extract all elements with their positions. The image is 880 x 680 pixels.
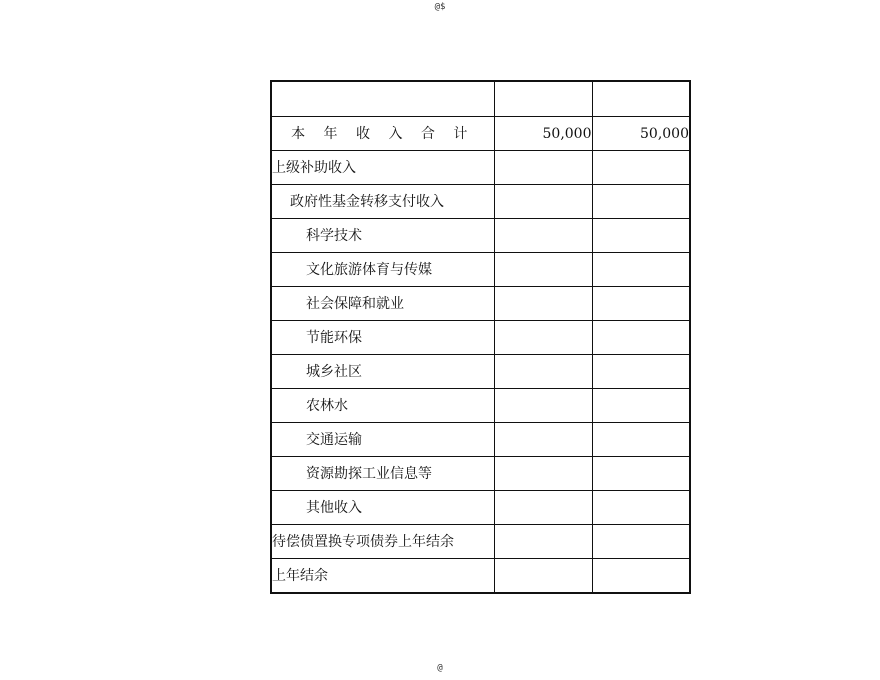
- table-row: [271, 253, 690, 287]
- total-value-1: 50,000: [494, 117, 592, 151]
- row-value-1: [494, 253, 592, 287]
- table-row: [271, 559, 690, 594]
- row-label: 城乡社区: [271, 355, 494, 389]
- table-row: [271, 355, 690, 389]
- row-value-2: [592, 491, 690, 525]
- row-value-1: [494, 559, 592, 594]
- total-row: [271, 117, 690, 151]
- row-value-1: [494, 491, 592, 525]
- row-value-2: [592, 525, 690, 559]
- revenue-table: [270, 80, 691, 594]
- row-label: 农林水: [271, 389, 494, 423]
- blank-cell: [592, 81, 690, 117]
- table-row: [271, 423, 690, 457]
- row-label: 社会保障和就业: [271, 287, 494, 321]
- table-row: [271, 287, 690, 321]
- header-blank-row: [271, 81, 690, 117]
- row-value-2: [592, 253, 690, 287]
- page-header-mark: @$: [434, 2, 446, 12]
- row-value-2: [592, 389, 690, 423]
- table-row: [271, 457, 690, 491]
- blank-cell: [271, 81, 494, 117]
- row-label: 上年结余: [271, 559, 494, 594]
- row-value-1: [494, 219, 592, 253]
- row-label: 交通运输: [271, 423, 494, 457]
- table-row: [271, 185, 690, 219]
- row-value-2: [592, 185, 690, 219]
- row-label: 待偿债置换专项债券上年结余: [271, 525, 494, 559]
- row-value-1: [494, 423, 592, 457]
- row-value-1: [494, 457, 592, 491]
- row-value-2: [592, 287, 690, 321]
- blank-cell: [494, 81, 592, 117]
- table-row: [271, 151, 690, 185]
- row-value-2: [592, 559, 690, 594]
- total-value-2: 50,000: [592, 117, 690, 151]
- row-value-2: [592, 355, 690, 389]
- row-label: 节能环保: [271, 321, 494, 355]
- row-value-2: [592, 219, 690, 253]
- table-row: [271, 525, 690, 559]
- total-label: 本 年 收 入 合 计: [271, 117, 494, 151]
- row-value-1: [494, 287, 592, 321]
- row-value-1: [494, 321, 592, 355]
- row-value-1: [494, 525, 592, 559]
- row-label: 上级补助收入: [271, 151, 494, 185]
- row-value-2: [592, 321, 690, 355]
- row-value-1: [494, 389, 592, 423]
- table-row: [271, 321, 690, 355]
- row-value-1: [494, 355, 592, 389]
- page-footer-mark: @: [437, 663, 443, 673]
- row-value-1: [494, 185, 592, 219]
- row-value-2: [592, 151, 690, 185]
- table-row: [271, 389, 690, 423]
- row-value-2: [592, 457, 690, 491]
- table-row: [271, 219, 690, 253]
- row-label: 其他收入: [271, 491, 494, 525]
- row-label: 文化旅游体育与传媒: [271, 253, 494, 287]
- table-row: [271, 491, 690, 525]
- row-value-1: [494, 151, 592, 185]
- row-label: 资源勘探工业信息等: [271, 457, 494, 491]
- row-label: 政府性基金转移支付收入: [271, 185, 494, 219]
- row-label: 科学技术: [271, 219, 494, 253]
- row-value-2: [592, 423, 690, 457]
